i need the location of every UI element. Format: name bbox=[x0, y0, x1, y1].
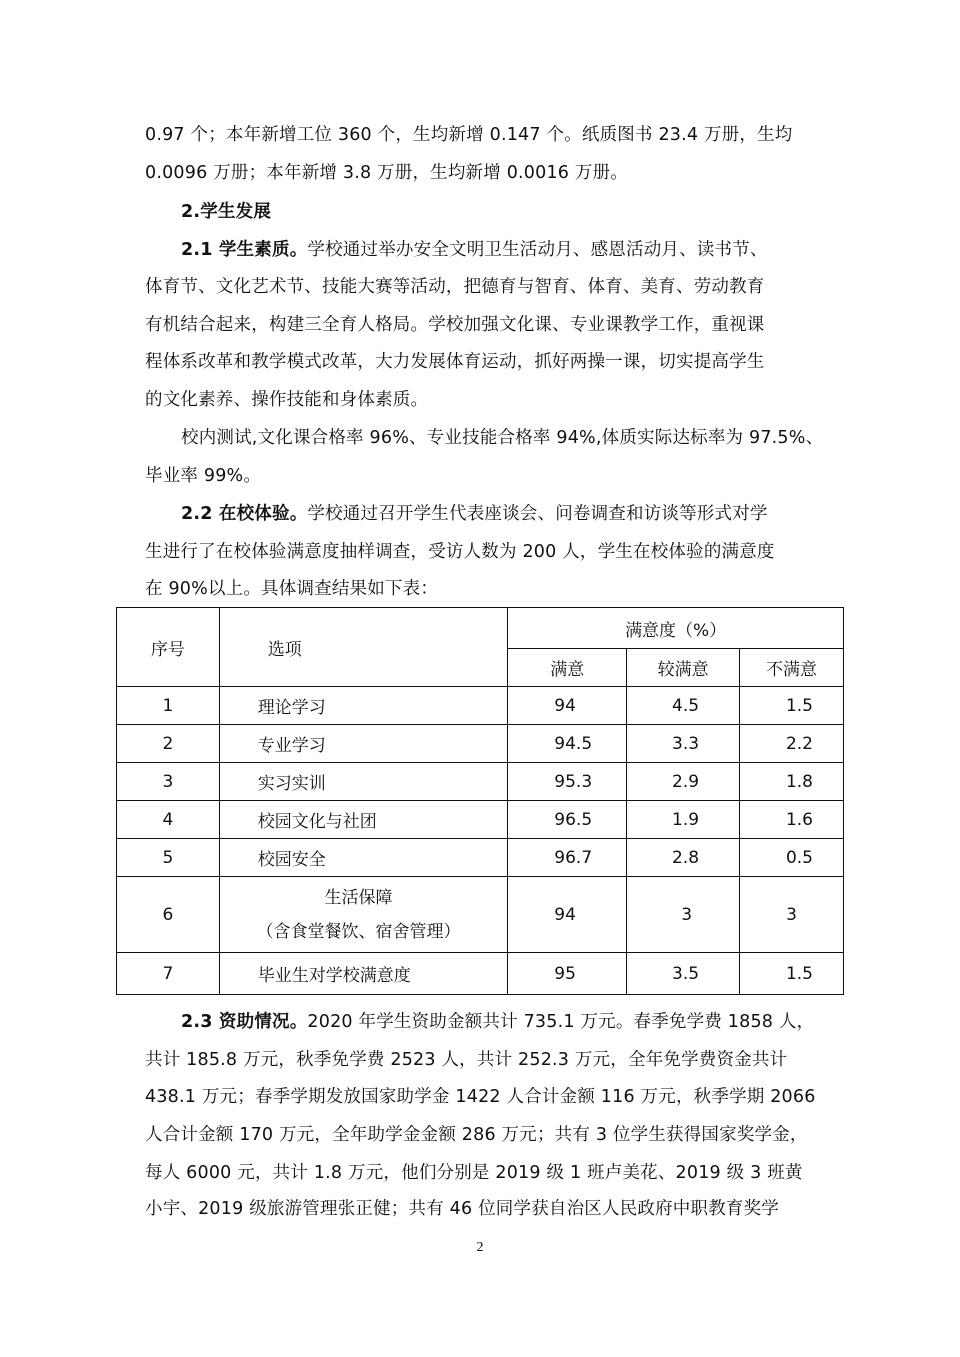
header-satisfaction-group: 满意度（%） bbox=[508, 608, 844, 649]
paragraph-line: 毕业率 99%。 bbox=[145, 466, 262, 486]
row-satisfied: 95 bbox=[508, 953, 627, 995]
row-unsatisfied: 1.5 bbox=[740, 687, 844, 725]
table-row bbox=[117, 687, 844, 725]
row-fairly-satisfied: 1.9 bbox=[627, 801, 740, 839]
row-fairly-satisfied: 4.5 bbox=[627, 687, 740, 725]
paragraph-line: 0.97 个；本年新增工位 360 个，生均新增 0.147 个。纸质图书 23.4 万册，生均 bbox=[145, 125, 793, 145]
paragraph-line: 校内测试,文化课合格率 96%、专业技能合格率 94%,体质实际达标率为 97.5%、 bbox=[181, 428, 824, 448]
header-seq: 序号 bbox=[117, 608, 220, 687]
row-satisfied: 94 bbox=[508, 687, 627, 725]
paragraph-line: 程体系改革和教学模式改革，大力发展体育运动，抓好两操一课，切实提高学生 bbox=[145, 352, 765, 372]
row-satisfied: 95.3 bbox=[508, 763, 627, 801]
paragraph-line bbox=[181, 495, 817, 533]
row-unsatisfied: 2.2 bbox=[740, 725, 844, 763]
row-option-main: 生活保障 bbox=[324, 887, 393, 908]
paragraph-line: 的文化素养、操作技能和身体素质。 bbox=[145, 390, 429, 410]
paragraph-text: 2020 年学生资助金额共计 735.1 万元。春季免学费 1858 人， bbox=[307, 1012, 815, 1032]
row-seq: 4 bbox=[117, 801, 220, 839]
paragraph-text: 学校通过举办安全文明卫生活动月、感恩活动月、读书节、 bbox=[307, 240, 768, 260]
row-option: 毕业生对学校满意度 bbox=[219, 953, 507, 995]
row-satisfied: 94 bbox=[508, 877, 627, 953]
table-row bbox=[117, 725, 844, 763]
page-number: 2 bbox=[476, 1240, 484, 1255]
table-row bbox=[117, 763, 844, 801]
row-satisfied: 94.5 bbox=[508, 725, 627, 763]
row-option-note: （含食堂餐饮、宿舍管理） bbox=[256, 921, 461, 942]
table-row bbox=[117, 839, 844, 877]
row-option: 专业学习 bbox=[219, 725, 507, 763]
row-unsatisfied: 3 bbox=[740, 877, 844, 953]
row-unsatisfied: 1.5 bbox=[740, 953, 844, 995]
paragraph-line: 有机结合起来，构建三全育人格局。学校加强文化课、专业课教学工作，重视课 bbox=[145, 315, 765, 335]
header-option: 选项 bbox=[219, 608, 507, 687]
row-unsatisfied: 0.5 bbox=[740, 839, 844, 877]
row-option: 校园文化与社团 bbox=[219, 801, 507, 839]
section-heading: 2.学生发展 bbox=[181, 202, 272, 222]
row-fairly-satisfied: 2.9 bbox=[627, 763, 740, 801]
paragraph-line: 人合计金额 170 万元，全年助学金金额 286 万元；共有 3 位学生获得国家奖学金， bbox=[145, 1125, 808, 1145]
paragraph-line: 438.1 万元；春季学期发放国家助学金 1422 人合计金额 116 万元，秋季学期 2066 bbox=[145, 1087, 816, 1107]
row-satisfied: 96.5 bbox=[508, 801, 627, 839]
subsection-title: 2.1 学生素质。 bbox=[181, 240, 308, 260]
row-satisfied: 96.7 bbox=[508, 839, 627, 877]
header-unsatisfied: 不满意 bbox=[740, 649, 844, 687]
satisfaction-table bbox=[116, 607, 844, 995]
row-seq: 6 bbox=[117, 877, 220, 953]
table-row bbox=[117, 801, 844, 839]
paragraph-line: 生进行了在校体验满意度抽样调查，受访人数为 200 人，学生在校体验的满意度 bbox=[145, 542, 775, 562]
header-fairly-satisfied: 较满意 bbox=[627, 649, 740, 687]
row-seq: 2 bbox=[117, 725, 220, 763]
paragraph-line: 共计 185.8 万元，秋季免学费 2523 人，共计 252.3 万元，全年免学费资金共计 bbox=[145, 1050, 788, 1070]
row-option bbox=[219, 877, 507, 953]
paragraph-line: 在 90%以上。具体调查结果如下表： bbox=[145, 579, 439, 599]
subsection-title: 2.2 在校体验。 bbox=[181, 504, 308, 524]
row-fairly-satisfied: 3 bbox=[627, 877, 740, 953]
row-seq: 3 bbox=[117, 763, 220, 801]
paragraph-line: 0.0096 万册；本年新增 3.8 万册，生均新增 0.0016 万册。 bbox=[145, 163, 629, 183]
paragraph-line: 每人 6000 元，共计 1.8 万元，他们分别是 2019 级 1 班卢美花、2019 级 3 班黄 bbox=[145, 1163, 803, 1183]
paragraph-text: 学校通过召开学生代表座谈会、问卷调查和访谈等形式对学 bbox=[307, 504, 768, 524]
table-row bbox=[117, 877, 844, 953]
row-unsatisfied: 1.6 bbox=[740, 801, 844, 839]
row-option: 理论学习 bbox=[219, 687, 507, 725]
row-option: 校园安全 bbox=[219, 839, 507, 877]
table-header-row bbox=[117, 608, 844, 649]
row-seq: 1 bbox=[117, 687, 220, 725]
subsection-title: 2.3 资助情况。 bbox=[181, 1012, 308, 1032]
paragraph-line bbox=[181, 231, 817, 269]
paragraph-line: 小宇、2019 级旅游管理张正健；共有 46 位同学获自治区人民政府中职教育奖学 bbox=[145, 1199, 779, 1219]
row-fairly-satisfied: 3.3 bbox=[627, 725, 740, 763]
row-fairly-satisfied: 3.5 bbox=[627, 953, 740, 995]
row-seq: 5 bbox=[117, 839, 220, 877]
paragraph-line: 体育节、文化艺术节、技能大赛等活动，把德育与智育、体育、美育、劳动教育 bbox=[145, 277, 765, 297]
row-fairly-satisfied: 2.8 bbox=[627, 839, 740, 877]
paragraph-line bbox=[181, 1003, 817, 1041]
table-row bbox=[117, 953, 844, 995]
row-seq: 7 bbox=[117, 953, 220, 995]
header-satisfied: 满意 bbox=[508, 649, 627, 687]
row-option: 实习实训 bbox=[219, 763, 507, 801]
row-unsatisfied: 1.8 bbox=[740, 763, 844, 801]
